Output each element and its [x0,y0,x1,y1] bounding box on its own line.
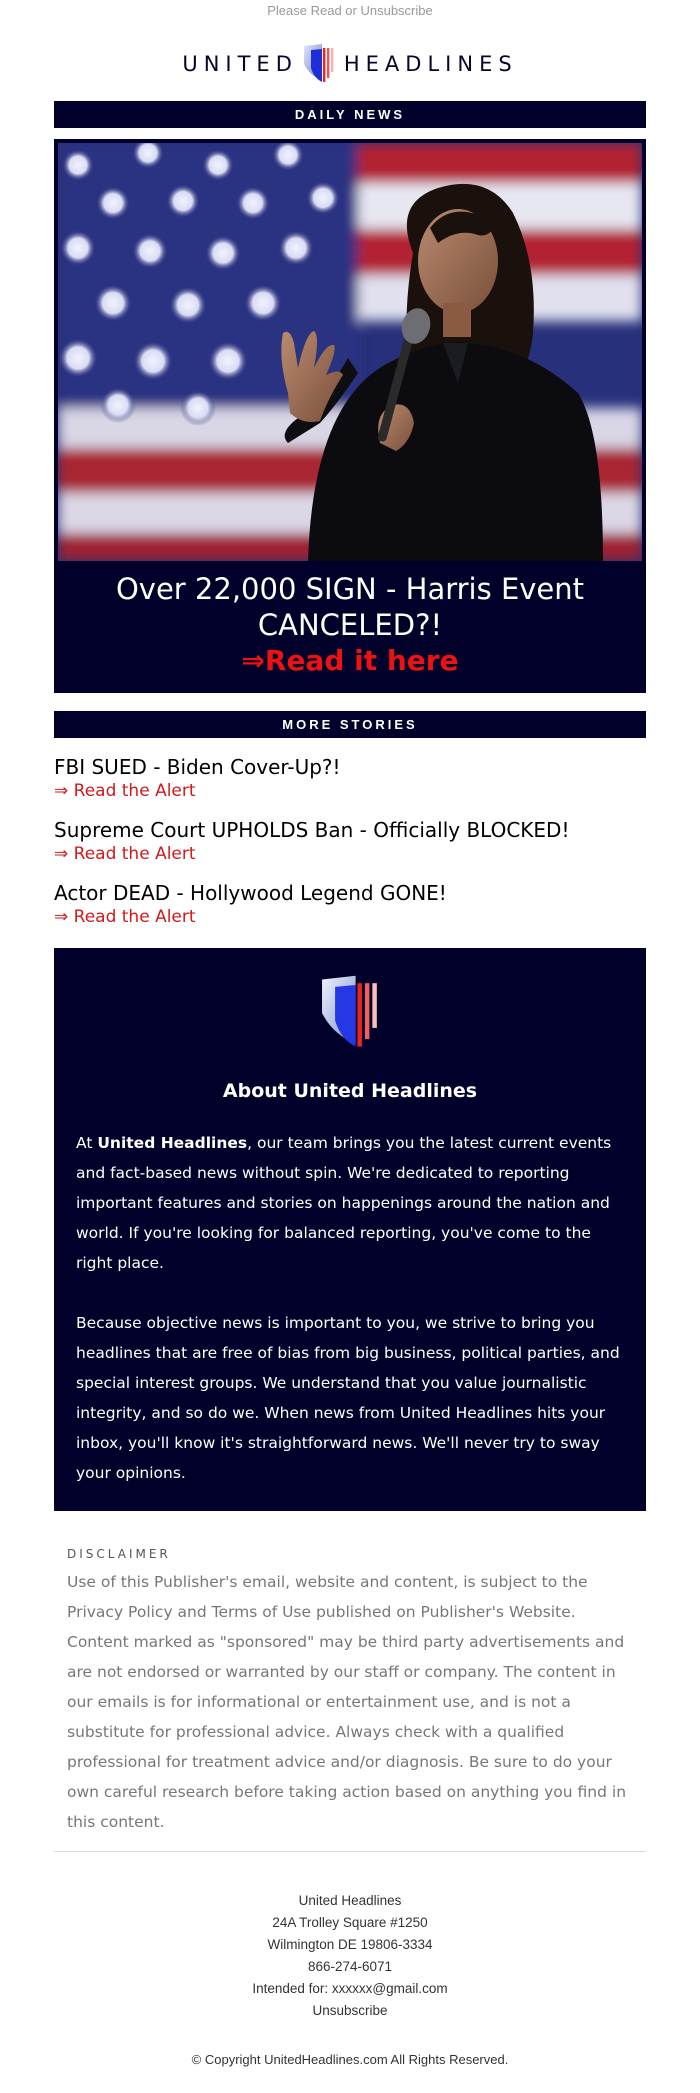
story-item[interactable] [54,754,646,802]
logo-word-left: UNITED [182,52,298,76]
email-container [54,0,646,2067]
disclaimer-section [54,1511,646,1837]
shield-logo-icon [318,972,382,1054]
brand-logo[interactable] [54,40,646,88]
story-item[interactable] [54,880,646,928]
story-read-link[interactable]: ⇒ Read the Alert [54,907,196,927]
copyright: © Copyright UnitedHeadlines.com All Rights Reserved. [191,2052,509,2067]
story-title[interactable]: FBI SUED - Biden Cover-Up?! [54,755,341,779]
about-section [54,948,646,1511]
story-list [54,754,646,928]
story-title[interactable]: Supreme Court UPHOLDS Ban - Officially BLOCKED! [54,818,570,842]
about-body [76,1128,624,1488]
brand-name: United Headlines [97,1134,248,1152]
footer-address-line-2: Wilmington DE 19806-3334 [267,1937,433,1952]
hero-story[interactable] [54,139,646,693]
disclaimer-text: Use of this Publisher's email, website and content, is subject to the Privacy Policy and Terms of Use published on Publisher's Website. Content marked as "sponsored" may be third party advertisements and are not endorsed or warranted by our staff or company. The content in our emails is for informational or entertainment use, and is not a substitute for professional advice. Always check with a qualified professional for treatment advice and/or diagnosis. Be sure to do your own careful research before taking action based on anything you find in this content. [67,1573,627,1831]
daily-news-bar: DAILY NEWS [54,101,646,128]
more-stories-bar: MORE STORIES [54,711,646,738]
footer-intended-for: Intended for: xxxxxx@gmail.com [252,1981,448,1996]
story-title[interactable]: Actor DEAD - Hollywood Legend GONE! [54,881,447,905]
divider [54,1851,646,1852]
footer-address-line-1: 24A Trolley Square #1250 [272,1915,428,1930]
disclaimer-heading: DISCLAIMER [67,1547,171,1561]
story-read-link[interactable]: ⇒ Read the Alert [54,781,196,801]
hero-headline[interactable]: Over 22,000 SIGN - Harris Event CANCELED?! [115,572,585,642]
about-title: About United Headlines [222,1080,478,1102]
preheader-link[interactable]: Please Read or Unsubscribe [267,3,433,18]
story-item[interactable] [54,817,646,865]
about-paragraph-2: Because objective news is important to you, we strive to bring you headlines that are free of bias from big business, political parties, and special interest groups. We understand that you value journalistic integrity, and so do we. When news from United Headlines hits your inbox, you'll know it's straightforward news. We'll never try to sway your opinions. [76,1314,620,1482]
story-read-link[interactable]: ⇒ Read the Alert [54,844,196,864]
hero-read-link[interactable]: ⇒Read it here [241,644,459,677]
footer-company: United Headlines [298,1893,402,1908]
unsubscribe-link[interactable]: Unsubscribe [312,2003,388,2018]
preheader [54,0,646,23]
logo-word-right: HEADLINES [343,52,518,76]
about-paragraph-1: At United Headlines, our team brings you the latest current events and fact-based news without spin. We're dedicated to reporting important features and stories on happenings around the nation and world. If you're looking for balanced reporting, you've come to the right place. [76,1134,612,1272]
hero-image[interactable] [58,143,642,561]
footer-phone: 866-274-6071 [307,1959,393,1974]
footer [54,1890,646,2022]
shield-logo-icon [302,42,336,86]
